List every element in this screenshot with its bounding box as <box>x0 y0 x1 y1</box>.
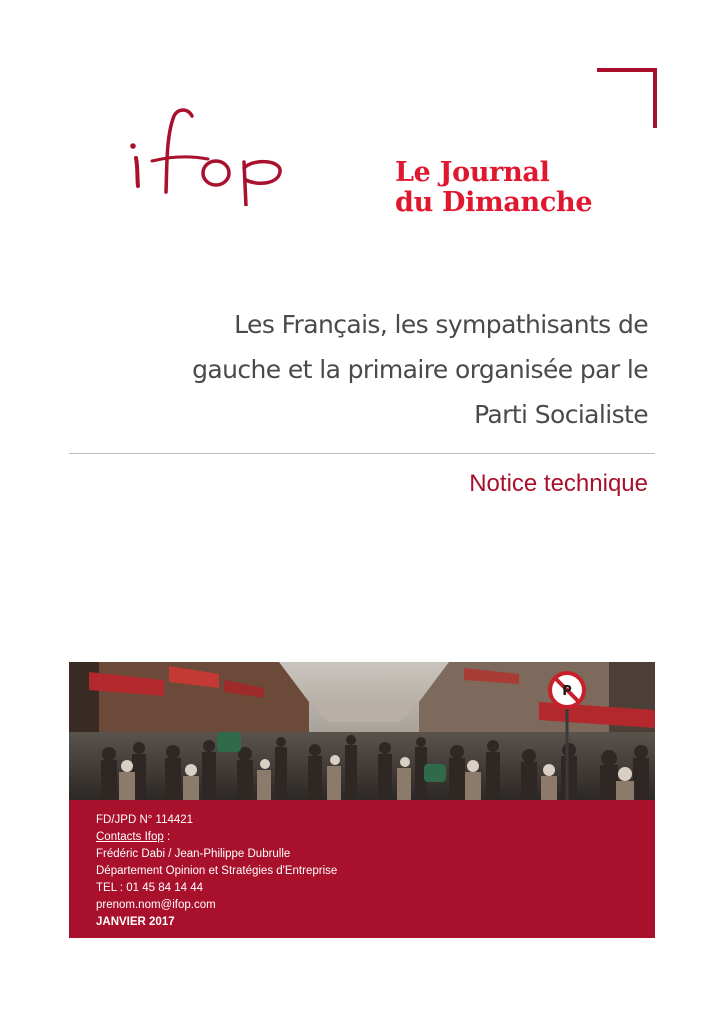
phone-number: TEL : 01 45 84 14 44 <box>96 882 203 894</box>
contact-names: Frédéric Dabi / Jean-Philippe Dubrulle <box>96 848 291 860</box>
contact-info-panel <box>69 800 655 938</box>
title-line2: gauche et la primaire organisée par le <box>192 355 648 384</box>
ifop-logo <box>122 106 292 206</box>
contacts-line <box>96 829 655 846</box>
document-title <box>70 302 648 437</box>
jdd-logo-line1: Le Journal <box>395 157 550 188</box>
reference-number: FD/JPD N° 114421 <box>96 814 194 826</box>
title-line3: Parti Socialiste <box>474 400 648 429</box>
department-name: Département Opinion et Stratégies d'Entreprise <box>96 865 338 877</box>
title-divider <box>69 453 655 454</box>
jdd-logo-line2: du Dimanche <box>395 187 593 218</box>
document-subtitle: Notice technique <box>469 470 648 497</box>
jdd-logo <box>395 158 635 218</box>
title-line1: Les Français, les sympathisants de <box>234 310 648 339</box>
corner-bracket-decoration <box>597 68 657 128</box>
email-address: prenom.nom@ifop.com <box>96 899 216 911</box>
svg-text:P: P <box>562 684 572 699</box>
street-crowd-photo <box>69 662 655 800</box>
publication-date: JANVIER 2017 <box>96 916 175 928</box>
contacts-suffix: : <box>163 831 171 843</box>
contacts-link[interactable]: Contacts Ifop <box>96 831 164 843</box>
